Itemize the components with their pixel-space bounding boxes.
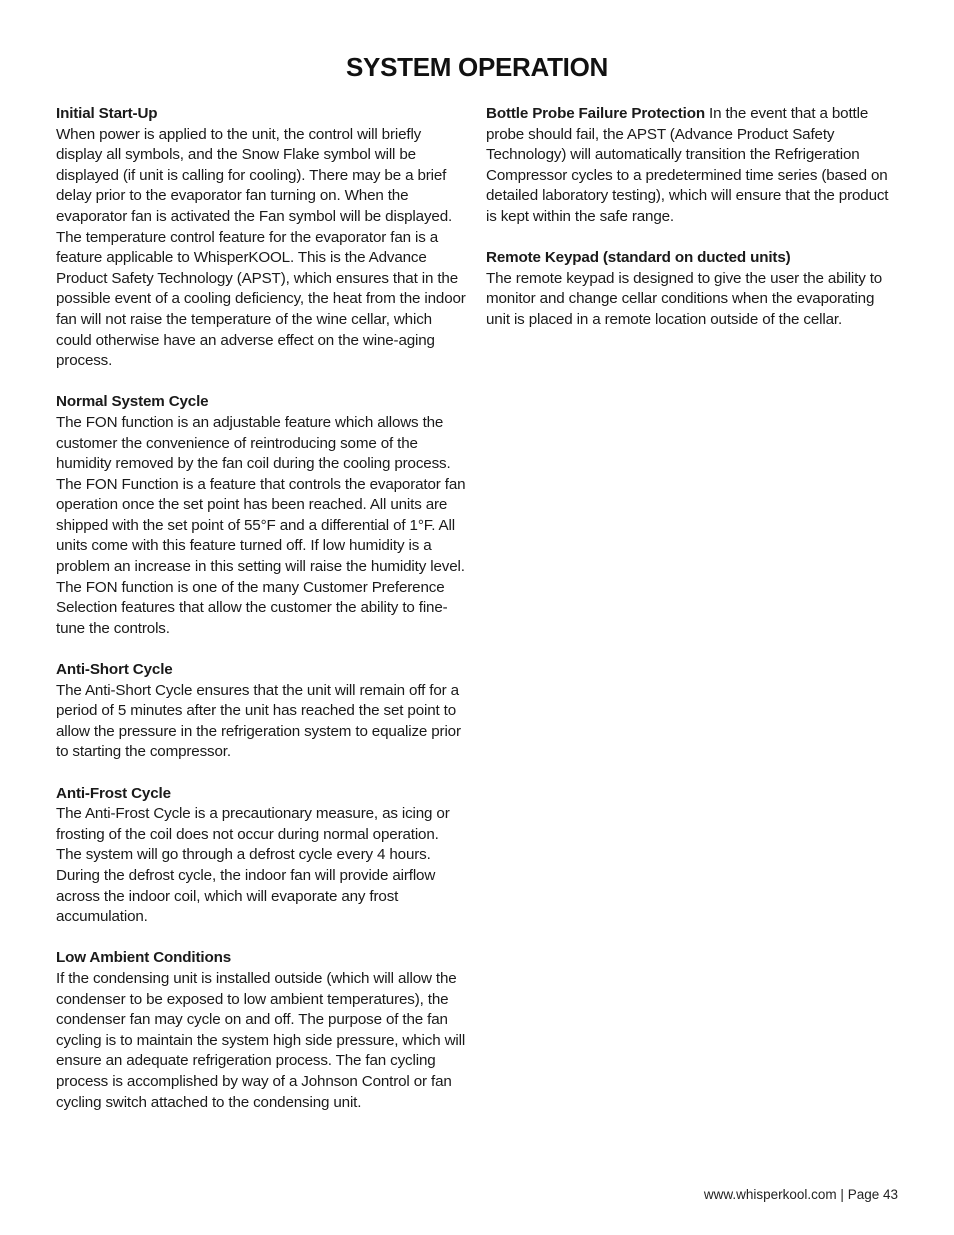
section-anti-frost-cycle: [56, 784, 468, 928]
page-footer: www.whisperkool.com | Page 43: [703, 1187, 898, 1202]
page-title: SYSTEM OPERATION: [346, 52, 608, 82]
section-heading: Initial Start-Up: [56, 105, 158, 122]
section-heading: Low Ambient Conditions: [56, 949, 231, 967]
section-body: If the condensing unit is installed outside (which will allow the condenser to be exposed to low ambient temperatures), the condenser fan may cycle on and off. The purpose of the fan cycling is to maintain the system high side pressure, which will ensure an adequate refrigeration process. The fan cycling process is accomplished by way of a Johnson Control or fan cycling switch attached to the condensing unit.: [56, 969, 466, 1111]
left-column: [56, 104, 468, 1134]
section-heading: Normal System Cycle: [56, 393, 209, 411]
section-anti-short-cycle: [56, 660, 468, 763]
section-body: When power is applied to the unit, the control will briefly display all symbols, and the Snow Flake symbol will be displayed (if unit is calling for cooling). There may be a brief delay prior to the evaporator fan turning on. When the evaporator fan is activated the Fan symbol will be displayed. The temperature control feature for the evaporator fan is a feature applicable to WhisperKOOL. This is the Advance Product Safety Technology (APST), which ensures that in the possible event of a cooling deficiency, the heat from the indoor fan will not raise the temperature of the wine cellar, which could otherwise have an adverse effect on the wine-aging process.: [56, 125, 466, 370]
section-bottle-probe-failure-protection: [486, 104, 898, 228]
section-heading: Bottle Probe Failure Protection: [486, 105, 705, 122]
section-heading: Anti-Short Cycle: [56, 661, 173, 679]
section-remote-keypad: [486, 248, 898, 330]
section-body: The FON function is an adjustable feature which allows the customer the convenience of reintroducing some of the humidity removed by the fan coil during the cooling process. The FON Function is a feature that controls the evaporator fan operation once the set point has been reached. All units are shipped with the set point of 55°F and a differential of 1°F. All units come with this feature turned off. If low humidity is a problem an increase in this setting will raise the humidity level. The FON function is one of the many Customer Preference Selection features that allow the customer the ability to fine-tune the controls.: [56, 413, 466, 637]
section-low-ambient-conditions: [56, 948, 468, 1113]
section-heading: Anti-Frost Cycle: [56, 784, 171, 802]
section-body: In the event that a bottle probe should fail, the APST (Advance Product Safety Technology) will automatically transition the Refrigeration Compressor cycles to a predetermined time series (based on detailed laboratory testing), which will ensure that the product is kept within the safe range.: [486, 105, 889, 225]
section-body: The remote keypad is designed to give the user the ability to monitor and change cellar conditions when the evaporating unit is placed in a remote location outside of the cellar.: [486, 269, 883, 328]
section-body: The Anti-Short Cycle ensures that the unit will remain off for a period of 5 minutes after the unit has reached the set point to allow the pressure in the refrigeration system to equalize prior to starting the compressor.: [56, 681, 461, 761]
section-heading: Remote Keypad (standard on ducted units): [486, 249, 791, 267]
section-body: The Anti-Frost Cycle is a precautionary measure, as icing or frosting of the coil does not occur during normal operation. The system will go through a defrost cycle every 4 hours. During the defrost cycle, the indoor fan will provide airflow across the indoor coil, which will evaporate any frost accumulation.: [56, 805, 450, 926]
section-normal-system-cycle: [56, 392, 468, 639]
section-initial-start-up: [56, 104, 468, 372]
right-column: [486, 104, 898, 351]
